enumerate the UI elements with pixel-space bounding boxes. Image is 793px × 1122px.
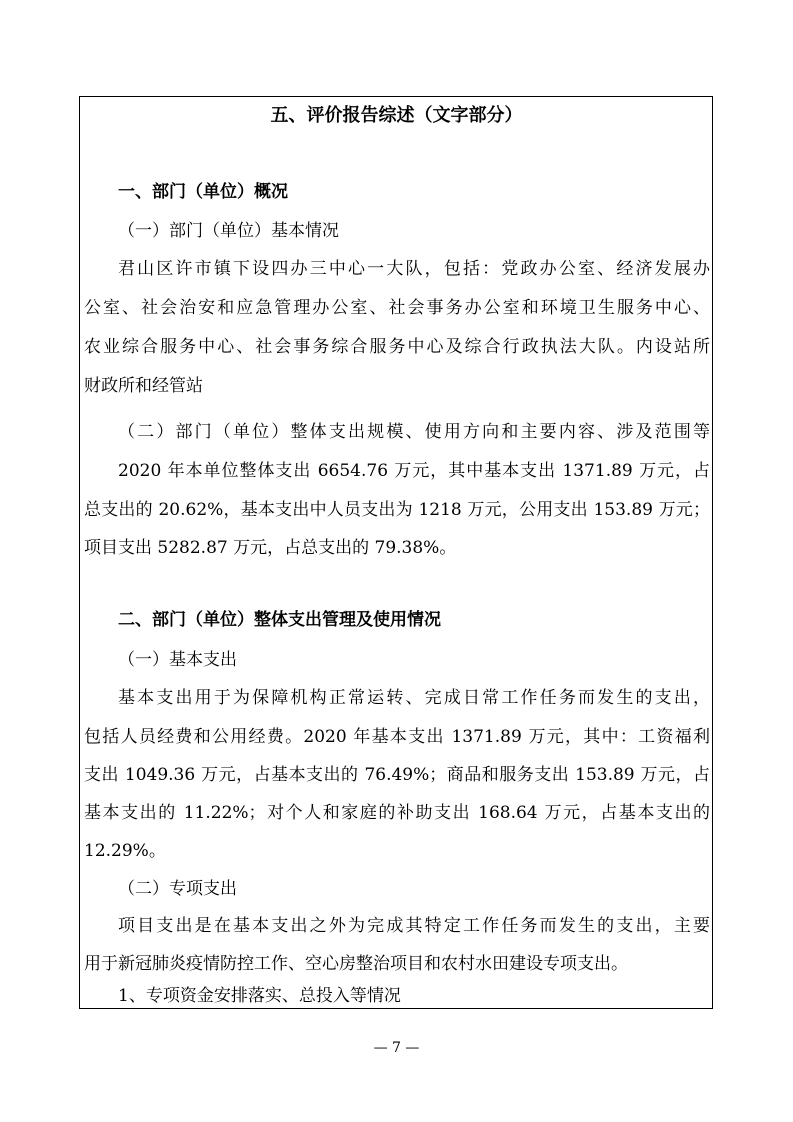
section2-sub1-line-5: 12.29%。 xyxy=(84,841,166,861)
section1-sub1-heading: （一）部门（单位）基本情况 xyxy=(118,221,339,241)
section2-sub1-heading: （一）基本支出 xyxy=(118,650,237,670)
section1-sub2-line-2: 总支出的 20.62%，基本支出中人员支出为 1218 万元，公用支出 153.89 万元； xyxy=(84,500,710,520)
section2-sub2-line-1: 项目支出是在基本支出之外为完成其特定工作任务而发生的支出，主要 xyxy=(118,916,710,936)
section2-heading: 二、部门（单位）整体支出管理及使用情况 xyxy=(118,610,441,630)
section1-sub2-heading: （二）部门（单位）整体支出规模、使用方向和主要内容、涉及范围等 xyxy=(118,422,710,442)
page-number: — 7 — xyxy=(373,1040,420,1056)
section1-heading: 一、部门（单位）概况 xyxy=(118,182,288,202)
section2-item-1: 1、专项资金安排落实、总投入等情况 xyxy=(118,986,401,1006)
section1-sub1-line-1: 君山区许市镇下设四办三中心一大队，包括：党政办公室、经济发展办 xyxy=(118,259,710,279)
section1-sub2-line-1: 2020 年本单位整体支出 6654.76 万元，其中基本支出 1371.89 万元，占 xyxy=(118,461,710,481)
page-title: 五、评价报告综述（文字部分） xyxy=(270,105,523,126)
section1-sub1-line-4: 财政所和经管站 xyxy=(84,376,203,396)
section1-sub2-line-3: 项目支出 5282.87 万元，占总支出的 79.38%。 xyxy=(84,538,457,558)
section2-sub1-line-3: 支出 1049.36 万元，占基本支出的 76.49%；商品和服务支出 153.89 万元，占 xyxy=(84,765,710,785)
section2-sub1-line-1: 基本支出用于为保障机构正常运转、完成日常工作任务而发生的支出， xyxy=(118,688,710,708)
section2-sub1-line-2: 包括人员经费和公用经费。2020 年基本支出 1371.89 万元，其中：工资福利 xyxy=(84,727,710,747)
section1-sub1-line-3: 农业综合服务中心、社会事务综合服务中心及综合行政执法大队。内设站所 xyxy=(84,337,710,357)
section2-sub2-line-2: 用于新冠肺炎疫情防控工作、空心房整治项目和农村水田建设专项支出。 xyxy=(84,954,628,974)
section2-sub2-heading: （二）专项支出 xyxy=(118,879,237,899)
section2-sub1-line-4: 基本支出的 11.22%；对个人和家庭的补助支出 168.64 万元，占基本支出的 xyxy=(84,803,710,823)
section1-sub1-line-2: 公室、社会治安和应急管理办公室、社会事务办公室和环境卫生服务中心、 xyxy=(84,298,710,318)
